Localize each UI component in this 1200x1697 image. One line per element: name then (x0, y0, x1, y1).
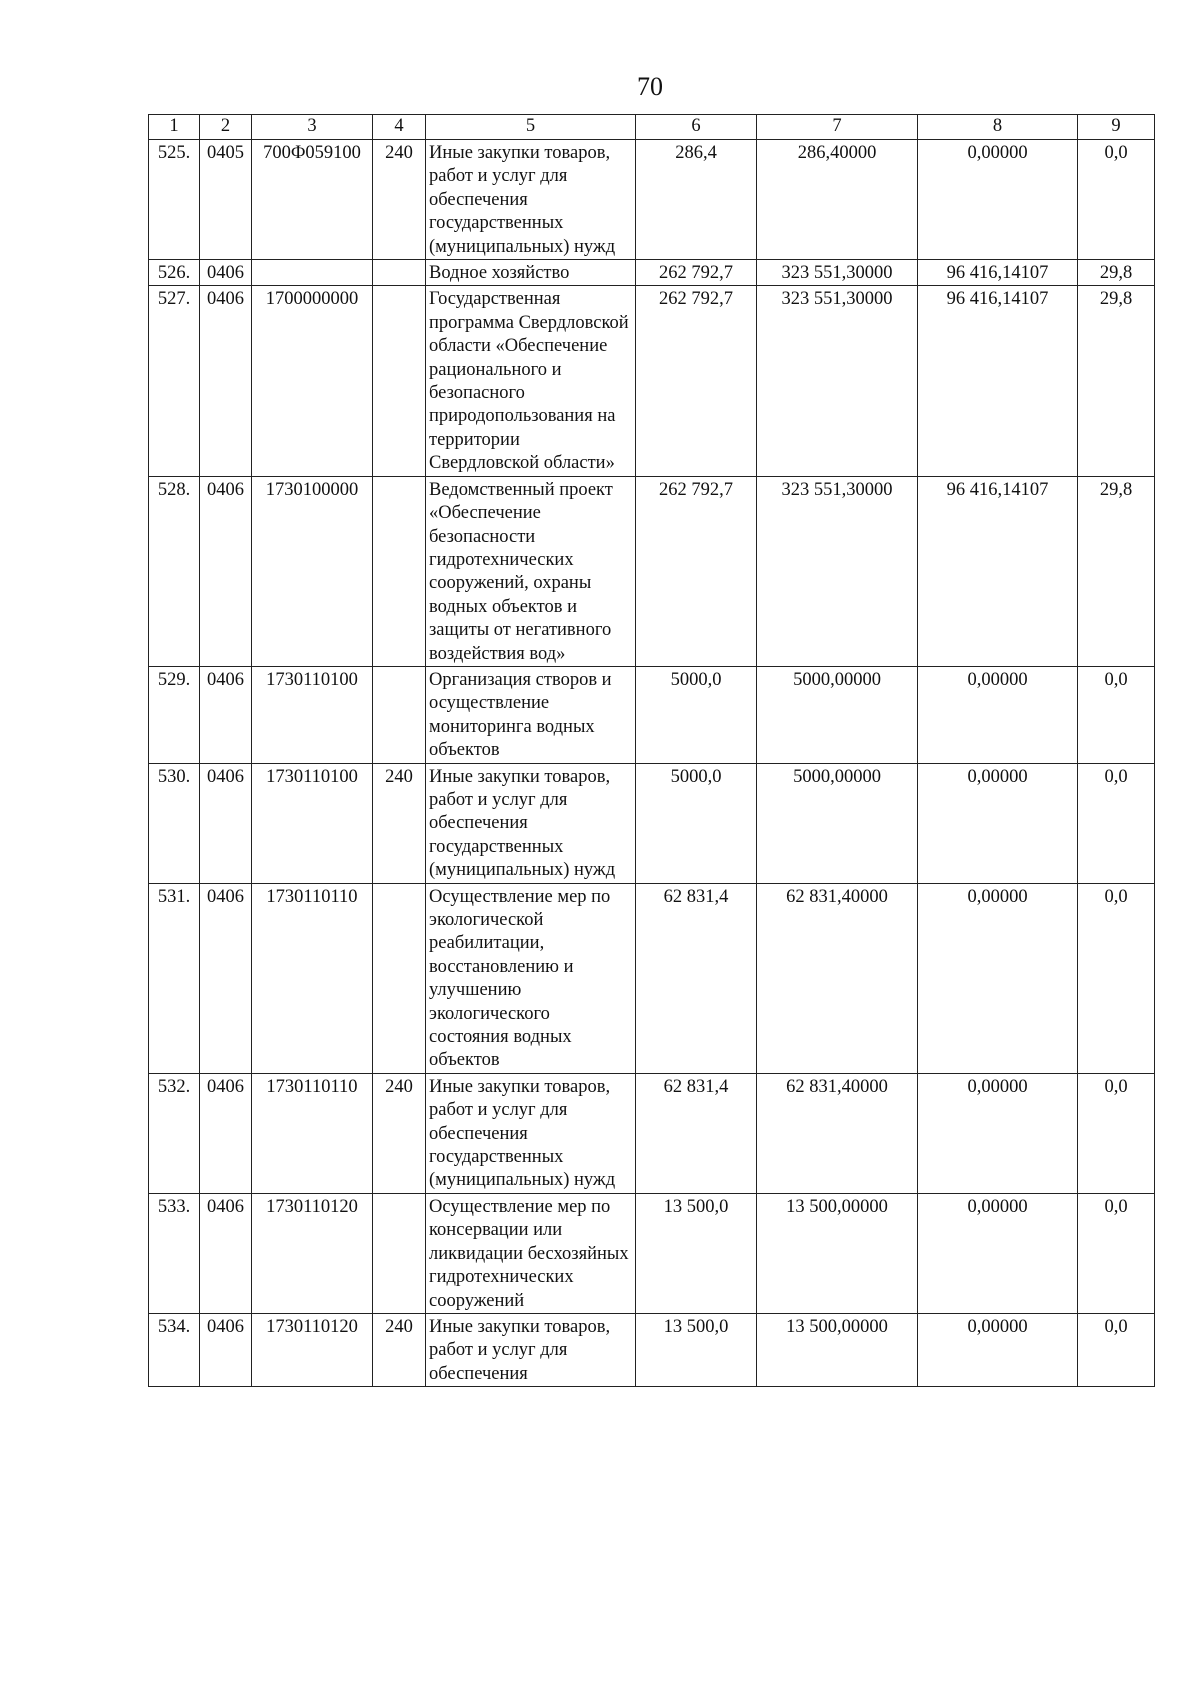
value-cell-9: 29,8 (1078, 476, 1155, 666)
section-code-cell: 0406 (200, 1313, 252, 1386)
table-row (149, 763, 1155, 883)
expense-type-cell (373, 666, 426, 763)
expense-type-cell (373, 260, 426, 286)
value-cell-7: 5000,00000 (757, 763, 918, 883)
value-cell-9: 0,0 (1078, 1193, 1155, 1313)
value-cell-6: 262 792,7 (636, 476, 757, 666)
value-cell-7: 13 500,00000 (757, 1193, 918, 1313)
target-code-cell: 1730110100 (252, 666, 373, 763)
value-cell-7: 5000,00000 (757, 666, 918, 763)
section-code-cell: 0406 (200, 286, 252, 476)
value-cell-7: 286,40000 (757, 140, 918, 260)
row-number-cell: 531. (149, 883, 200, 1073)
row-number-cell: 534. (149, 1313, 200, 1386)
value-cell-9: 0,0 (1078, 1313, 1155, 1386)
target-code-cell: 1730110120 (252, 1193, 373, 1313)
value-cell-8: 0,00000 (918, 1073, 1078, 1193)
name-cell: Иные закупки товаров, работ и услуг для обеспечения государственных (муниципальных) нужд (426, 140, 636, 260)
value-cell-7: 323 551,30000 (757, 260, 918, 286)
column-header: 8 (918, 115, 1078, 140)
expense-type-cell: 240 (373, 1073, 426, 1193)
name-cell: Иные закупки товаров, работ и услуг для обеспечения государственных (муниципальных) нужд (426, 1073, 636, 1193)
expense-type-cell: 240 (373, 140, 426, 260)
target-code-cell (252, 260, 373, 286)
name-cell: Осуществление мер по экологической реабилитации, восстановлению и улучшению экологического состояния водных объектов (426, 883, 636, 1073)
target-code-cell: 1700000000 (252, 286, 373, 476)
value-cell-8: 0,00000 (918, 140, 1078, 260)
column-header: 2 (200, 115, 252, 140)
section-code-cell: 0406 (200, 1073, 252, 1193)
target-code-cell: 1730110120 (252, 1313, 373, 1386)
value-cell-8: 96 416,14107 (918, 260, 1078, 286)
name-cell: Осуществление мер по консервации или ликвидации бесхозяйных гидротехнических сооружений (426, 1193, 636, 1313)
row-number-cell: 528. (149, 476, 200, 666)
column-header: 1 (149, 115, 200, 140)
column-header: 5 (426, 115, 636, 140)
section-code-cell: 0406 (200, 476, 252, 666)
section-code-cell: 0406 (200, 666, 252, 763)
target-code-cell: 1730100000 (252, 476, 373, 666)
row-number-cell: 532. (149, 1073, 200, 1193)
section-code-cell: 0406 (200, 1193, 252, 1313)
value-cell-6: 62 831,4 (636, 883, 757, 1073)
target-code-cell: 1730110110 (252, 883, 373, 1073)
table-row (149, 140, 1155, 260)
name-cell: Водное хозяйство (426, 260, 636, 286)
column-header: 3 (252, 115, 373, 140)
name-cell: Государственная программа Свердловской области «Обеспечение рационального и безопасного природопользования на территории Свердловской области» (426, 286, 636, 476)
section-code-cell: 0406 (200, 260, 252, 286)
expense-type-cell (373, 1193, 426, 1313)
value-cell-6: 13 500,0 (636, 1193, 757, 1313)
value-cell-8: 0,00000 (918, 883, 1078, 1073)
value-cell-9: 0,0 (1078, 140, 1155, 260)
row-number-cell: 526. (149, 260, 200, 286)
table-row (149, 286, 1155, 476)
column-header: 6 (636, 115, 757, 140)
value-cell-9: 29,8 (1078, 260, 1155, 286)
table-row (149, 666, 1155, 763)
value-cell-6: 13 500,0 (636, 1313, 757, 1386)
expense-type-cell: 240 (373, 763, 426, 883)
value-cell-6: 262 792,7 (636, 260, 757, 286)
value-cell-6: 62 831,4 (636, 1073, 757, 1193)
table-row (149, 883, 1155, 1073)
row-number-cell: 529. (149, 666, 200, 763)
value-cell-8: 96 416,14107 (918, 476, 1078, 666)
target-code-cell: 1730110100 (252, 763, 373, 883)
value-cell-8: 0,00000 (918, 1193, 1078, 1313)
row-number-cell: 530. (149, 763, 200, 883)
column-header: 7 (757, 115, 918, 140)
name-cell: Иные закупки товаров, работ и услуг для обеспечения государственных (муниципальных) нужд (426, 763, 636, 883)
value-cell-8: 96 416,14107 (918, 286, 1078, 476)
header-row (149, 115, 1155, 140)
value-cell-9: 0,0 (1078, 763, 1155, 883)
table-row (149, 260, 1155, 286)
expense-type-cell: 240 (373, 1313, 426, 1386)
row-number-cell: 525. (149, 140, 200, 260)
table-row (149, 1313, 1155, 1386)
value-cell-7: 62 831,40000 (757, 883, 918, 1073)
name-cell: Иные закупки товаров, работ и услуг для обеспечения (426, 1313, 636, 1386)
value-cell-6: 262 792,7 (636, 286, 757, 476)
target-code-cell: 700Ф059100 (252, 140, 373, 260)
value-cell-7: 13 500,00000 (757, 1313, 918, 1386)
row-number-cell: 527. (149, 286, 200, 476)
value-cell-6: 5000,0 (636, 763, 757, 883)
value-cell-8: 0,00000 (918, 1313, 1078, 1386)
section-code-cell: 0406 (200, 883, 252, 1073)
expense-type-cell (373, 476, 426, 666)
value-cell-7: 323 551,30000 (757, 286, 918, 476)
value-cell-9: 0,0 (1078, 883, 1155, 1073)
expense-type-cell (373, 286, 426, 476)
value-cell-7: 62 831,40000 (757, 1073, 918, 1193)
table-row (149, 476, 1155, 666)
budget-table (148, 114, 1155, 1387)
value-cell-8: 0,00000 (918, 666, 1078, 763)
page-number: 70 (637, 72, 663, 101)
table-row (149, 1193, 1155, 1313)
value-cell-8: 0,00000 (918, 763, 1078, 883)
name-cell: Ведомственный проект «Обеспечение безопасности гидротехнических сооружений, охраны водных объектов и защиты от негативного воздействия вод» (426, 476, 636, 666)
value-cell-9: 29,8 (1078, 286, 1155, 476)
column-header: 9 (1078, 115, 1155, 140)
section-code-cell: 0405 (200, 140, 252, 260)
table-row (149, 1073, 1155, 1193)
value-cell-9: 0,0 (1078, 666, 1155, 763)
value-cell-6: 286,4 (636, 140, 757, 260)
name-cell: Организация створов и осуществление мониторинга водных объектов (426, 666, 636, 763)
value-cell-9: 0,0 (1078, 1073, 1155, 1193)
section-code-cell: 0406 (200, 763, 252, 883)
row-number-cell: 533. (149, 1193, 200, 1313)
target-code-cell: 1730110110 (252, 1073, 373, 1193)
column-header: 4 (373, 115, 426, 140)
value-cell-6: 5000,0 (636, 666, 757, 763)
table-body (149, 140, 1155, 1387)
value-cell-7: 323 551,30000 (757, 476, 918, 666)
expense-type-cell (373, 883, 426, 1073)
